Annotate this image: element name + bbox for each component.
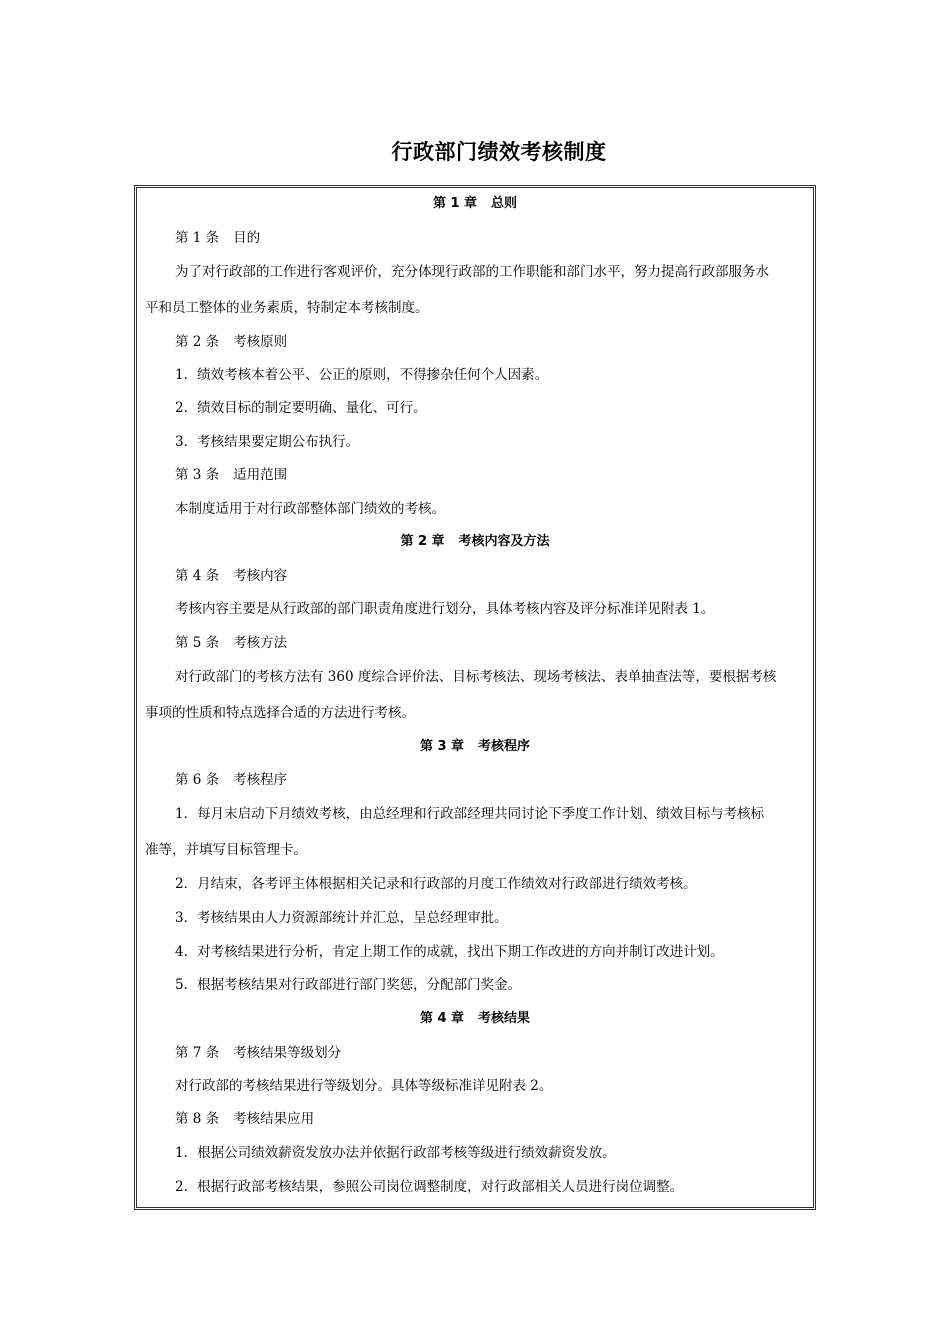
paragraph-line: 本制度适用于对行政部整体部门绩效的考核。 [175, 501, 445, 517]
article-heading: 第 5 条 考核方法 [175, 635, 288, 651]
list-item: 1．绩效考核本着公平、公正的原则，不得掺杂任何个人因素。 [175, 367, 549, 383]
list-item: 5．根据考核结果对行政部进行部门奖惩，分配部门奖金。 [175, 977, 522, 993]
list-item: 2．月结束，各考评主体根据相关记录和行政部的月度工作绩效对行政部进行绩效考核。 [175, 876, 697, 892]
list-item: 3．考核结果要定期公布执行。 [175, 434, 360, 450]
document-title: 行政部门绩效考核制度 [391, 140, 607, 164]
article-heading: 第 7 条 考核结果等级划分 [175, 1045, 342, 1061]
article-heading: 第 3 条 适用范围 [175, 467, 288, 483]
list-item: 3．考核结果由人力资源部统计并汇总，呈总经理审批。 [175, 910, 508, 926]
list-item: 4．对考核结果进行分析，肯定上期工作的成就，找出下期工作改进的方向并制订改进计划。 [175, 944, 724, 960]
list-item: 1．根据公司绩效薪资发放办法并依据行政部考核等级进行绩效薪资发放。 [175, 1145, 616, 1161]
article-heading: 第 2 条 考核原则 [175, 334, 288, 350]
chapter-heading: 第 1 章 总则 [432, 196, 518, 211]
paragraph-line: 平和员工整体的业务素质，特制定本考核制度。 [145, 300, 429, 316]
paragraph-line: 事项的性质和特点选择合适的方法进行考核。 [145, 705, 415, 721]
list-item: 2．根据行政部考核结果，参照公司岗位调整制度，对行政部相关人员进行岗位调整。 [175, 1179, 684, 1195]
article-heading: 第 4 条 考核内容 [175, 568, 288, 584]
chapter-heading: 第 3 章 考核程序 [419, 739, 531, 754]
paragraph-line: 对行政部的考核结果进行等级划分。具体等级标准详见附表 2。 [175, 1078, 553, 1094]
paragraph-line: 为了对行政部的工作进行客观评价，充分体现行政部的工作职能和部门水平，努力提高行政部服务水 [175, 264, 769, 280]
list-item: 1．每月末启动下月绩效考核，由总经理和行政部经理共同讨论下季度工作计划、绩效目标与考核标 [175, 806, 765, 822]
article-heading: 第 1 条 目的 [175, 230, 261, 246]
paragraph-line: 考核内容主要是从行政部的部门职责角度进行划分，具体考核内容及评分标准详见附表 1。 [175, 601, 715, 617]
paragraph-line: 对行政部门的考核方法有 360 度综合评价法、目标考核法、现场考核法、表单抽查法等，要根据考核 [175, 669, 777, 685]
article-heading: 第 8 条 考核结果应用 [175, 1111, 315, 1127]
document-frame [134, 185, 816, 1210]
list-item: 准等，并填写目标管理卡。 [145, 842, 307, 858]
list-item: 2．绩效目标的制定要明确、量化、可行。 [175, 400, 427, 416]
article-heading: 第 6 条 考核程序 [175, 772, 288, 788]
chapter-heading: 第 4 章 考核结果 [419, 1011, 531, 1026]
chapter-heading: 第 2 章 考核内容及方法 [400, 534, 550, 549]
